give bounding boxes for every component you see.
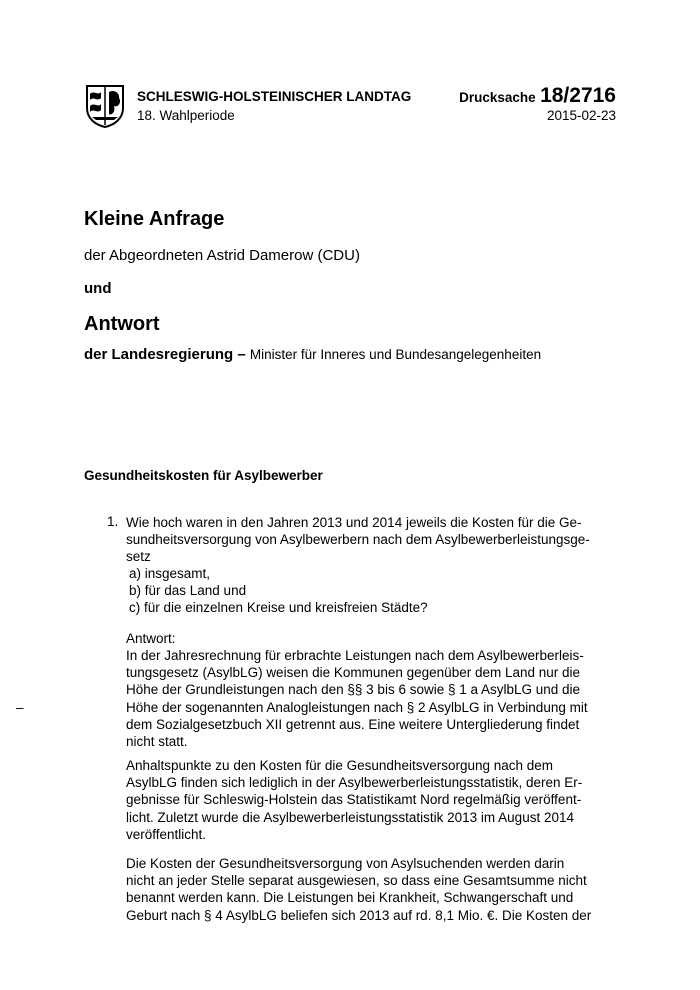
document-date: 2015-02-23 bbox=[546, 108, 616, 123]
paragraph-line: Die Kosten der Gesundheitsversorgung von Asylsuchenden werden darin bbox=[126, 856, 565, 871]
kleine-anfrage-heading: Kleine Anfrage bbox=[84, 208, 225, 230]
landesregierung-bold: der Landesregierung – bbox=[84, 346, 246, 363]
answer-paragraph-2 bbox=[126, 757, 616, 843]
paragraph-line: benannt werden kann. Die Leistungen bei Krankheit, Schwangerschaft und bbox=[126, 890, 574, 906]
paragraph-line: nicht an jeder Stelle separat ausgewiesen, so dass eine Gesamtsumme nicht bbox=[126, 873, 587, 889]
question-number: 1. bbox=[107, 514, 119, 529]
paragraph-line: AsylbLG finden sich lediglich in der Asylbewerberleistungsstatistik, deren Er- bbox=[126, 775, 583, 791]
paragraph-line: nicht statt. bbox=[126, 734, 188, 750]
drucksache bbox=[459, 84, 616, 108]
paragraph-line: veröffentlicht. bbox=[126, 826, 207, 842]
question-line: sundheitsversorgung von Asylbewerbern nach dem Asylbewerberleistungsge- bbox=[126, 532, 590, 548]
drucksache-number: 18/2716 bbox=[540, 84, 616, 107]
answer-paragraph-3 bbox=[126, 855, 616, 924]
parliament-name: SCHLESWIG-HOLSTEINISCHER LANDTAG bbox=[137, 89, 412, 104]
landesregierung-line bbox=[84, 346, 541, 363]
question-sub-item-c: c) für die einzelnen Kreise und kreisfreien Städte? bbox=[129, 600, 428, 615]
question-line: setz bbox=[126, 549, 151, 565]
legislative-period: 18. Wahlperiode bbox=[137, 108, 235, 123]
minister-text: Minister für Inneres und Bundesangelegenheiten bbox=[249, 347, 542, 362]
und-line: und bbox=[84, 280, 112, 297]
margin-mark: – bbox=[16, 700, 24, 715]
paragraph-line: In der Jahresrechnung für erbrachte Leistungen nach dem Asylbewerberleis- bbox=[126, 648, 584, 663]
paragraph-line: Höhe der sogenannten Analogleistungen nach § 2 AsylbLG in Verbindung mit bbox=[126, 699, 588, 715]
paragraph-line: gebnisse für Schleswig-Holstein das Statistikamt Nord regelmäßig veröffent- bbox=[126, 792, 582, 808]
answer-label: Antwort: bbox=[126, 631, 176, 646]
question-sub-item-b: b) für das Land und bbox=[129, 583, 247, 598]
paragraph-line: licht. Zuletzt wurde die Asylbewerberleistungsstatistik 2013 im August 2014 bbox=[126, 809, 574, 825]
paragraph-line: Geburt nach § 4 AsylbLG beliefen sich 2013 auf rd. 8,1 Mio. €. Die Kosten der bbox=[126, 907, 592, 923]
paragraph-line: Höhe der Grundleistungen nach den §§ 3 bis 6 sowie § 1 a AsylbLG und die bbox=[126, 682, 581, 698]
subject-heading: Gesundheitskosten für Asylbewerber bbox=[84, 468, 323, 483]
question-sub-item-a: a) insgesamt, bbox=[129, 566, 211, 581]
answer-paragraph-1 bbox=[126, 647, 616, 750]
antwort-heading: Antwort bbox=[84, 313, 160, 335]
paragraph-line: tungsgesetz (AsylbLG) weisen die Kommunen gegenüber dem Land nur die bbox=[126, 665, 581, 681]
question-text bbox=[126, 514, 616, 566]
paragraph-line: dem Sozialgesetzbuch XII getrennt aus. Eine weitere Untergliederung findet bbox=[126, 716, 580, 732]
question-line: Wie hoch waren in den Jahren 2013 und 2014 jeweils die Kosten für die Ge- bbox=[126, 515, 582, 530]
abgeordnete-line: der Abgeordneten Astrid Damerow (CDU) bbox=[84, 247, 360, 264]
paragraph-line: Anhaltspunkte zu den Kosten für die Gesundheitsversorgung nach dem bbox=[126, 758, 554, 773]
drucksache-label: Drucksache bbox=[459, 90, 536, 105]
coat-of-arms-icon bbox=[84, 84, 126, 128]
